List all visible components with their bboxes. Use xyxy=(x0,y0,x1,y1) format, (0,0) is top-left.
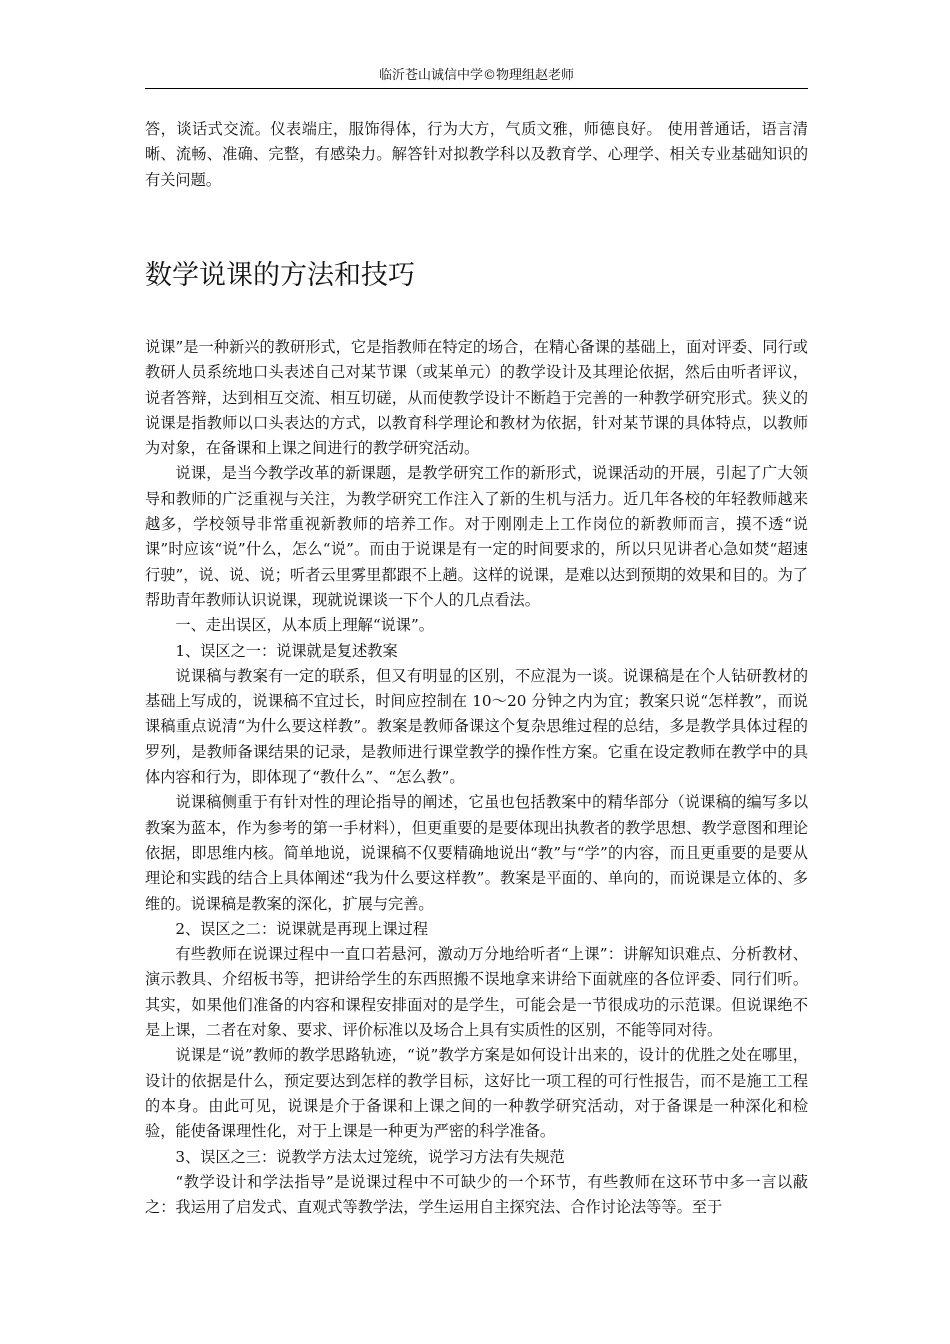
paragraph: 说课稿侧重于有针对性的理论指导的阐述，它虽也包括教案中的精华部分（说课稿的编写多以教案为蓝本，作为参考的第一手材料），但更重要的是要体现出执教者的教学思想、教学意图和理论依据，即思维内核。简单地说，说课稿不仅要精确地说出“教”与“学”的内容，而且更重要的是要从理论和实践的结合上具体阐述“我为什么要这样教”。教案是平面的、单向的，而说课是立体的、多维的。说课稿是教案的深化，扩展与完善。 xyxy=(145,793,808,913)
section-heading: 一、走出误区，从本质上理解“说课”。 xyxy=(175,616,434,635)
paragraph: “教学设计和学法指导”是说课过程中不可缺少的一个环节，有些教师在这环节中多一言以蔽之：我运用了启发式、直观式等教学法，学生运用自主探究法、合作讨论法等等。至于 xyxy=(145,1172,808,1217)
subsection-heading: 2、误区之二：说课就是再现上课过程 xyxy=(175,919,429,938)
subsection-heading: 1、误区之一：说课就是复述教案 xyxy=(175,641,398,660)
article-body xyxy=(145,335,808,1220)
article-title: 数学说课的方法和技巧 xyxy=(145,260,415,291)
paragraph: 说课”是一种新兴的教研形式，它是指教师在特定的场合，在精心备课的基础上，面对评委、同行或教研人员系统地口头表述自己对某节课（或某单元）的教学设计及其理论依据，然后由听者评议，说者答辩，达到相互交流、相互切磋，从而使教学设计不断趋于完善的一种教学研究形式。狭义的说课是指教师以口头表达的方式，以教育科学理论和教材为依据，针对某节课的具体特点，以教师为对象，在备课和上课之间进行的教学研究活动。 xyxy=(145,338,808,458)
paragraph: 说课，是当今教学改革的新课题，是教学研究工作的新形式，说课活动的开展，引起了广大领导和教师的广泛重视与关注，为教学研究工作注入了新的生机与活力。近几年各校的年轻教师越来越多，学校领导非常重视新教师的培养工作。对于刚刚走上工作岗位的新教师而言，摸不透“说课”时应该“说”什么，怎么“说”。而由于说课是有一定的时间要求的，所以只见讲者心急如焚“超速行驶”，说、说、说；听者云里雾里都跟不上趟。这样的说课，是难以达到预期的效果和目的。为了帮助青年教师认识说课，现就说课谈一下个人的几点看法。 xyxy=(145,464,808,609)
intro-text: 答，谈话式交流。仪表端庄，服饰得体，行为大方，气质文雅，师德良好。 使用普通话，语言清晰、流畅、准确、完整，有感染力。解答针对拟教学科以及教育学、心理学、相关专业基础知识的有关问题。 xyxy=(145,120,808,189)
intro-paragraph xyxy=(145,117,808,193)
page-header: 临沂苍山诚信中学©物理组赵老师 xyxy=(145,67,808,89)
paragraph: 有些教师在说课过程中一直口若悬河，激动万分地给听者“上课”：讲解知识难点、分析教材、演示教具、介绍板书等，把讲给学生的东西照搬不误地拿来讲给下面就座的各位评委、同行们听。其实，如果他们准备的内容和课程安排面对的是学生，可能会是一节很成功的示范课。但说课绝不是上课，二者在对象、要求、评价标准以及场合上具有实质性的区别，不能等同对待。 xyxy=(145,945,808,1040)
paragraph: 说课稿与教案有一定的联系，但又有明显的区别，不应混为一谈。说课稿是在个人钻研教材的基础上写成的，说课稿不宜过长，时间应控制在 10～20 分钟之内为宜；教案只说“怎样教”，而说课稿重点说清“为什么要这样教”。教案是教师备课这个复杂思维过程的总结，多是教学具体过程的罗列，是教师备课结果的记录，是教师进行课堂教学的操作性方案。它重在设定教师在教学中的具体内容和行为，即体现了“教什么”、“怎么教”。 xyxy=(145,666,808,787)
subsection-heading: 3、误区之三：说教学方法太过笼统，说学习方法有失规范 xyxy=(175,1147,565,1166)
paragraph: 说课是“说”教师的教学思路轨迹，“说”教学方案是如何设计出来的，设计的优胜之处在哪里，设计的依据是什么，预定要达到怎样的教学目标，这好比一项工程的可行性报告，而不是施工工程的本身。由此可见，说课是介于备课和上课之间的一种教学研究活动，对于备课是一种深化和检验，能使备课理性化，对于上课是一种更为严密的科学准备。 xyxy=(145,1046,808,1141)
